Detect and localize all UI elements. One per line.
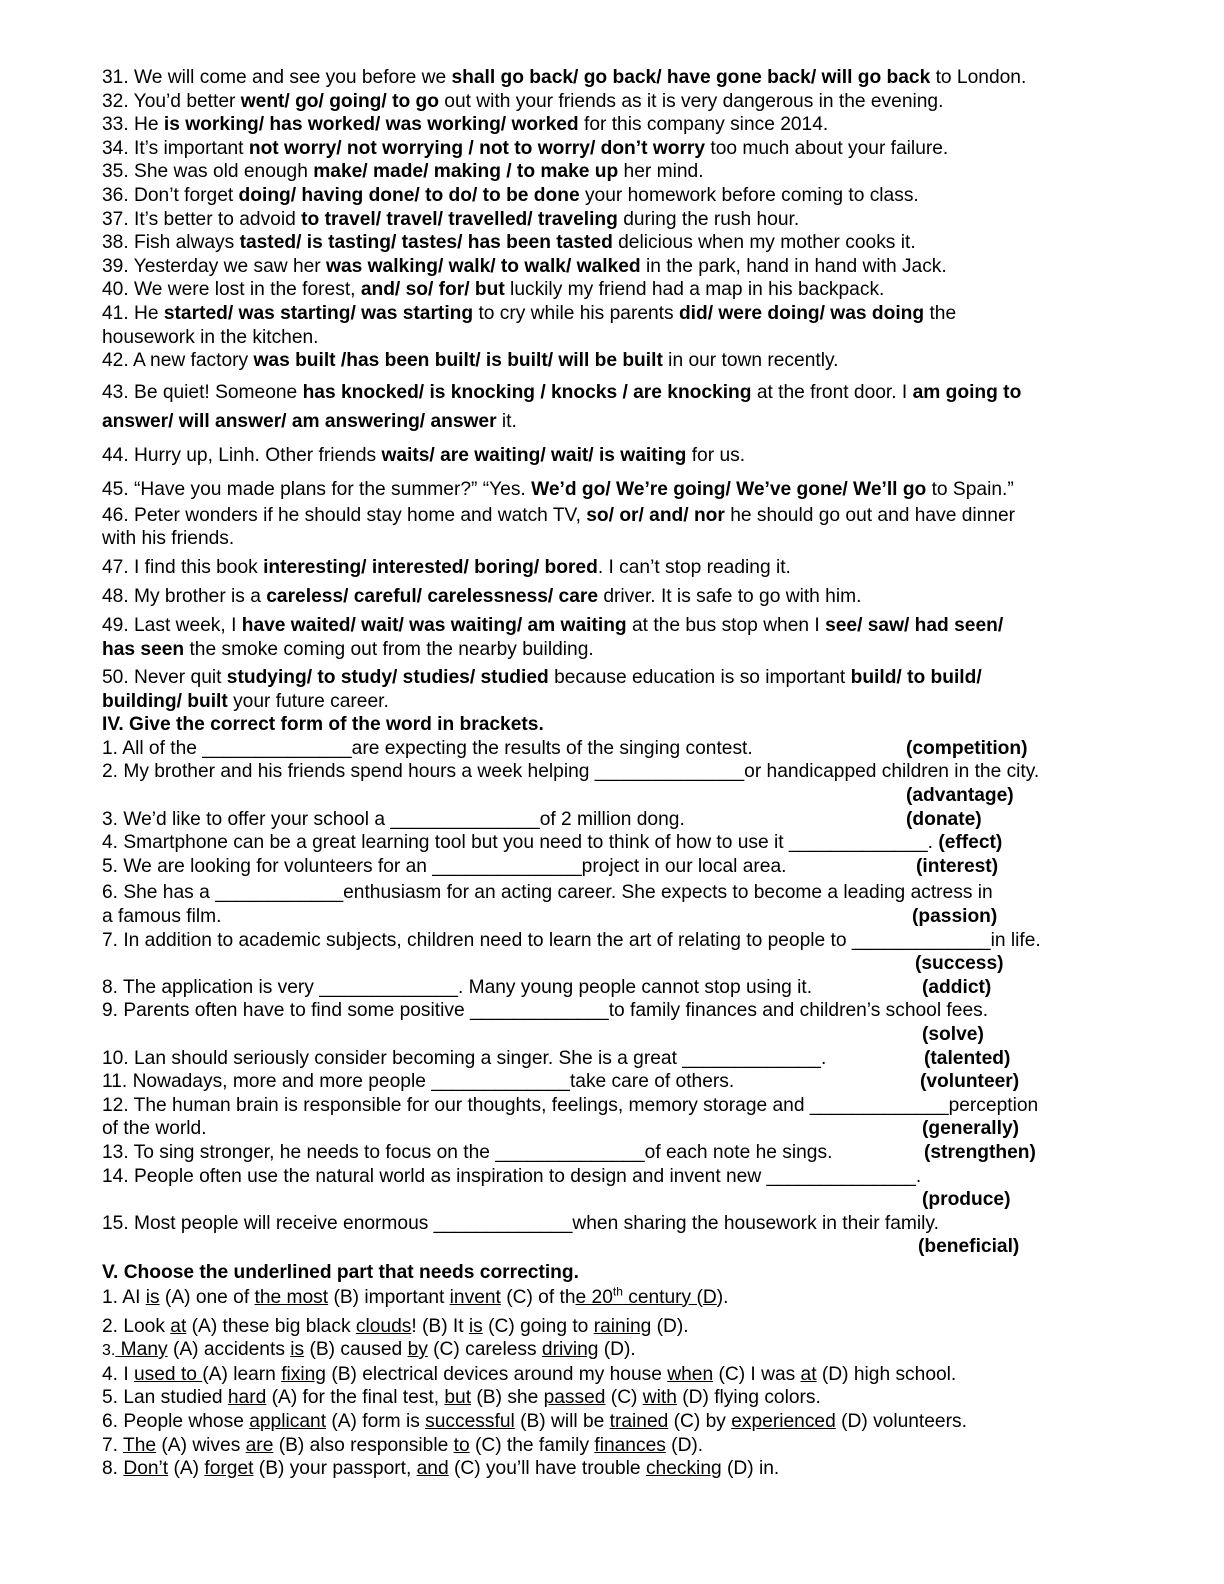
worksheet-page bbox=[102, 66, 1132, 1481]
item-43-cont: answer/ will answer/ am answering/ answer it. bbox=[102, 410, 517, 432]
item-48: 48. My brother is a careless/ careful/ carelessness/ care driver. It is safe to go with him. bbox=[102, 585, 862, 607]
item-32: 32. You’d better went/ go/ going/ to go out with your friends as it is very dangerous in the evening. bbox=[102, 90, 944, 112]
item-50-cont: building/ built your future career. bbox=[102, 690, 389, 712]
s4-item-14-hint-row bbox=[102, 1188, 1132, 1212]
s4-item-15-hint: (beneficial) bbox=[918, 1236, 1020, 1258]
item-43: 43. Be quiet! Someone has knocked/ is knocking / knocks / are knocking at the front door. I am going to bbox=[102, 381, 1022, 403]
item-46-cont: with his friends. bbox=[102, 528, 235, 550]
s4-item-15: 15. Most people will receive enormous _____________when sharing the housework in their family. bbox=[102, 1212, 939, 1234]
s4-item-11: 11. Nowadays, more and more people _____________take care of others. (volunteer) bbox=[102, 1071, 1020, 1093]
s4-item-13-hint: (strengthen) bbox=[924, 1141, 1036, 1163]
s5-item-7: 7. The (A) wives are (B) also responsible to (C) the family finances (D). bbox=[102, 1434, 704, 1456]
s5-item-6: 6. People whose applicant (A) form is successful (B) will be trained (C) by experienced (D) volunteers. bbox=[102, 1410, 967, 1432]
item-34: 34. It’s important not worry/ not worrying / not to worry/ don’t worry too much about your failure. bbox=[102, 137, 949, 159]
s5-item-2: 2. Look at (A) these big black clouds! (B) It is (C) going to raining (D). bbox=[102, 1315, 689, 1337]
item-38: 38. Fish always tasted/ is tasting/ tastes/ has been tasted delicious when my mother cooks it. bbox=[102, 232, 916, 254]
s4-item-8: 8. The application is very _____________. Many young people cannot stop using it. (addict) bbox=[102, 976, 992, 998]
s4-item-14: 14. People often use the natural world as inspiration to design and invent new ______________. bbox=[102, 1165, 922, 1187]
s4-item-7-hint-row bbox=[102, 952, 1132, 976]
item-49: 49. Last week, I have waited/ wait/ was waiting/ am waiting at the bus stop when I see/ saw/ had seen/ bbox=[102, 614, 1004, 636]
s4-item-4: 4. Smartphone can be a great learning tool but you need to think of how to use it _____________. (effect) bbox=[102, 832, 1003, 854]
item-41: 41. He started/ was starting/ was starting to cry while his parents did/ were doing/ was doing the bbox=[102, 302, 957, 324]
item-40: 40. We were lost in the forest, and/ so/ for/ but luckily my friend had a map in his backpack. bbox=[102, 279, 885, 301]
s4-item-2: 2. My brother and his friends spend hours a week helping ______________or handicapped children in the city. bbox=[102, 761, 1040, 783]
item-42: 42. A new factory was built /has been built/ is built/ will be built in our town recently. bbox=[102, 350, 839, 372]
s4-item-3: 3. We’d like to offer your school a ______________of 2 million dong. (donate) bbox=[102, 808, 982, 830]
s4-item-1-hint: (competition) bbox=[906, 737, 1028, 759]
s4-item-14-hint: (produce) bbox=[922, 1189, 1011, 1211]
item-47: 47. I find this book interesting/ interested/ boring/ bored. I can’t stop reading it. bbox=[102, 556, 791, 578]
s4-item-6-hint: (passion) bbox=[912, 906, 998, 928]
s4-item-9-hint-row bbox=[102, 1023, 1132, 1047]
section-3-items bbox=[102, 66, 1132, 302]
s4-item-2-hint-row bbox=[102, 784, 1132, 808]
s5-item-4: 4. I used to (A) learn fixing (B) electrical devices around my house when (C) I was at (D) high school. bbox=[102, 1363, 957, 1385]
s4-item-7-hint: (success) bbox=[915, 953, 1004, 975]
section-5-heading: V. Choose the underlined part that needs correcting. bbox=[102, 1261, 579, 1283]
item-31: 31. We will come and see you before we shall go back/ go back/ have gone back/ will go back to London. bbox=[102, 67, 1027, 88]
s4-item-8-hint: (addict) bbox=[922, 976, 992, 998]
s5-item-8: 8. Don’t (A) forget (B) your passport, and (C) you’ll have trouble checking (D) in. bbox=[102, 1458, 780, 1480]
item-41-cont: housework in the kitchen. bbox=[102, 326, 319, 348]
s4-item-12-hint: (generally) bbox=[922, 1118, 1020, 1140]
item-35: 35. She was old enough make/ made/ making / to make up her mind. bbox=[102, 161, 704, 183]
item-50: 50. Never quit studying/ to study/ studies/ studied because education is so important build/ to build/ bbox=[102, 667, 982, 689]
s4-item-12: 12. The human brain is responsible for our thoughts, feelings, memory storage and _____________perception bbox=[102, 1094, 1039, 1116]
item-49-cont: has seen the smoke coming out from the nearby building. bbox=[102, 638, 594, 660]
s4-item-15-hint-row bbox=[102, 1235, 1132, 1259]
s4-item-11-hint: (volunteer) bbox=[920, 1071, 1020, 1093]
s4-item-6: 6. She has a ____________enthusiasm for an acting career. She expects to become a leading actress in bbox=[102, 882, 993, 904]
s5-item-1: 1. AI is (A) one of the most (B) important invent (C) of the 20th century (D). bbox=[102, 1284, 729, 1308]
s4-item-1: 1. All of the ______________are expecting the results of the singing contest. (competition) bbox=[102, 737, 1028, 759]
item-39: 39. Yesterday we saw her was walking/ walk/ to walk/ walked in the park, hand in hand with Jack. bbox=[102, 255, 947, 277]
s4-item-13: 13. To sing stronger, he needs to focus on the ______________of each note he sings. (strengthen) bbox=[102, 1141, 1036, 1163]
s4-item-5: 5. We are looking for volunteers for an ______________project in our local area. (interest) bbox=[102, 855, 999, 877]
s4-item-9-hint: (solve) bbox=[922, 1024, 984, 1045]
s4-item-4-hint: (effect) bbox=[938, 832, 1003, 854]
item-45: 45. “Have you made plans for the summer?” “Yes. We’d go/ We’re going/ We’ve gone/ We’ll go to Spain.” bbox=[102, 478, 1014, 500]
item-44: 44. Hurry up, Linh. Other friends waits/ are waiting/ wait/ is waiting for us. bbox=[102, 444, 746, 466]
s5-item-5: 5. Lan studied hard (A) for the final test, but (B) she passed (C) with (D) flying colors. bbox=[102, 1387, 821, 1409]
s4-item-10-hint: (talented) bbox=[924, 1047, 1011, 1069]
s4-item-5-hint: (interest) bbox=[916, 855, 999, 877]
s4-item-6-cont: a famous film. (passion) bbox=[102, 906, 998, 928]
s4-item-9: 9. Parents often have to find some positive _____________to family finances and children’s school fees. bbox=[102, 1000, 989, 1022]
item-37: 37. It’s better to advoid to travel/ travel/ travelled/ traveling during the rush hour. bbox=[102, 208, 800, 230]
s4-item-3-hint: (donate) bbox=[906, 808, 982, 830]
s5-item-3: 3. Many (A) accidents is (B) caused by (C) careless driving (D). bbox=[102, 1339, 636, 1361]
item-33: 33. He is working/ has worked/ was working/ worked for this company since 2014. bbox=[102, 114, 829, 136]
s4-item-12-cont: of the world. (generally) bbox=[102, 1118, 1020, 1140]
section-4-items bbox=[102, 737, 1132, 1259]
section-4-heading: IV. Give the correct form of the word in brackets. bbox=[102, 714, 544, 736]
item-36: 36. Don’t forget doing/ having done/ to do/ to be done your homework before coming to class. bbox=[102, 184, 919, 206]
item-46: 46. Peter wonders if he should stay home and watch TV, so/ or/ and/ nor he should go out and have dinner bbox=[102, 504, 1016, 526]
s4-item-10: 10. Lan should seriously consider becoming a singer. She is a great _____________. (talented) bbox=[102, 1047, 1011, 1069]
s4-item-2-hint: (advantage) bbox=[906, 785, 1014, 807]
s4-item-7: 7. In addition to academic subjects, children need to learn the art of relating to people to _____________in life. bbox=[102, 929, 1041, 951]
